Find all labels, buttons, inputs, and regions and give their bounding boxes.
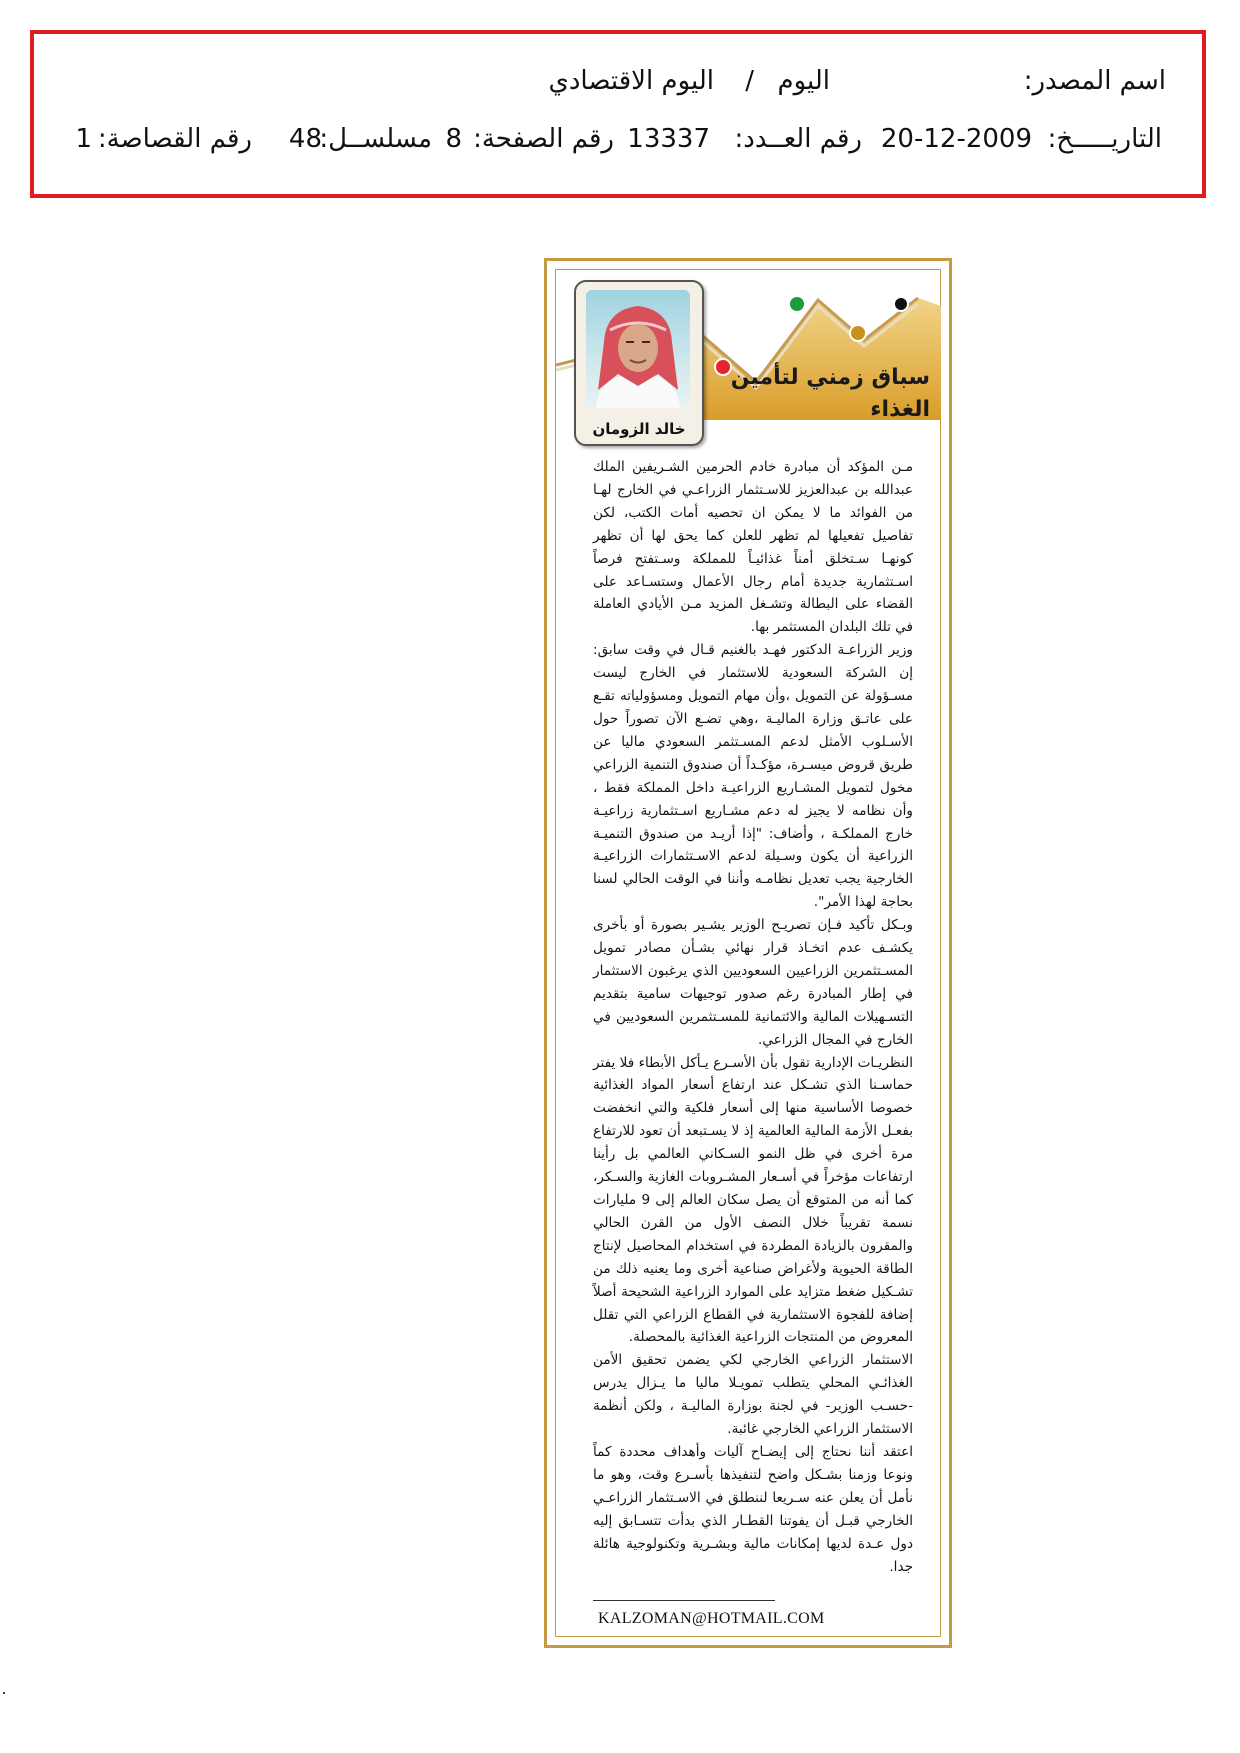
paragraph: وزير الزراعـة الدكتور فهـد بالغنيم قـال في وقت سابق: إن الشركة السعودية للاستثمار في الخارج ليست مسـؤولة عن التمويل ،وأن مهام التمويل ومسؤولياته تقـع على عاتـق وزارة الماليـة ،وهي تضـع الآن تصوراً حول الأسـلوب الأمثل لدعم المسـتثمر السعودي ماليا عن طريق قروض ميسـرة، مؤكـداً أن صندوق التنمية الزراعي مخول لتمويل المشـاريع الزراعيـة داخل المملكة فقط ، وأن نظامه لا يجيز له دعم مشـاريع اسـتثمارية زراعيـة خارج المملكـة ، وأضاف: "إذا أريـد من صندوق التنميـة الزراعية أن يكون وسـيلة لدعم الاسـتثمارات الزراعيـة الخارجية يجب تعديل نظامـه وأننا في الوقت الحالي لسنا بحاجة لهذا الأمر".	[593, 642, 913, 911]
serial-value: 48	[288, 124, 322, 154]
source-separator: /	[745, 66, 754, 96]
clip-label: رقم القصاصة:	[97, 124, 252, 154]
paragraph: الاستثمار الزراعي الخارجي لكي يضمن تحقيق الأمن الغذائـي المحلي يتطلب تمويـلا ماليا ما يـزال يدرس -حسـب الوزير- في لجنة بوزارة الماليـة ، ولكن أنظمة الاستثمار الزراعي الخارجي غائبة.	[593, 1352, 913, 1438]
issue-value: 13337	[627, 124, 710, 154]
clip-value: 1	[75, 124, 92, 154]
date-label: التاريـــــخ:	[1047, 124, 1162, 154]
article-inner-frame	[555, 269, 941, 1637]
gold-dot-icon	[850, 325, 866, 341]
author-email: KALZOMAN@HOTMAIL.COM	[598, 1610, 825, 1627]
article-clipping	[544, 258, 952, 1648]
author-photo	[586, 290, 690, 408]
column-banner	[556, 270, 944, 440]
date-value: 20-12-2009	[880, 124, 1032, 154]
paragraph: النظريـات الإدارية تقول بأن الأسـرع يـأكل الأبطاء فلا يفتر حماسـنا الذي تشـكل عند ارتفاع أسعار المواد الغذائية خصوصا الأساسية منها إلى أسعار فلكية والتي انخفضت بفعـل الأزمة المالية العالمية إذ لا يسـتبعد أن تعود للارتفاع مرة أخرى في ظل النمو السـكاني العالمي بل رأينا ارتفاعات مؤخراً في أسـعار المشـروبات الغازية والسـكر، كما أنه من المتوقع أن يصل سكان العالم إلى 9 مليارات نسمة تقريباً خلال النصف الأول من القرن الحالي والمقرون بالزيادة المطردة في استخدام المحاصيل لإنتاج الطاقة الحيوية ولأغراض صناعية أخرى وما يعنيه ذلك من تشـكيل ضغط متزايد على الموارد الزراعية الشحيحة أصلاً إضافة للفجوة الاستثمارية في القطاع الزراعي التي تقلل المعروض من المنتجات الزراعية الغذائية بالمحصلة.	[593, 1054, 913, 1346]
author-name: خالد الزومان	[592, 420, 686, 438]
issue-label: رقم العــدد:	[734, 124, 862, 154]
signature-divider	[593, 1600, 775, 1601]
page-label: رقم الصفحة:	[473, 124, 614, 154]
serial-label: مسلســل:	[319, 124, 432, 154]
page-value: 8	[445, 124, 462, 154]
red-dot-icon	[715, 359, 731, 375]
author-photo-frame	[574, 280, 704, 446]
source-label: اسم المصدر:	[1023, 66, 1166, 96]
author-portrait-icon	[586, 290, 690, 408]
scan-speck	[3, 1692, 5, 1694]
paragraph: مـن المؤكد أن مبادرة خادم الحرمين الشـريفين الملك عبدالله بن عبدالعزيز للاسـتثمار الزراعـي في الخارج لهـا من الفوائد ما لا يمكن ان تحصيه أمات الكتب، لكن تفاصيل تفعيلها لم تظهر للعلن كما يحق لها أن تظهر كونهـا سـتخلق أمناً غذائيـاً للمملكة وسـتفتح فرصاً اسـتثمارية جديدة أمام رجال الأعمال وستسـاعد على القضاء على البطالة وتشـغل المزيد مـن الأيادي العاملة في تلك البلدان المستثمر بها.	[593, 459, 913, 636]
article-title: سباق زمني لتأمين الغذاء	[730, 365, 930, 422]
green-dot-icon	[789, 296, 805, 312]
article-body	[593, 456, 913, 1578]
source-section: اليوم الاقتصادي	[548, 66, 714, 96]
black-dot-icon	[894, 297, 908, 311]
paragraph: اعتقد أننا نحتاج إلى إيضـاح آليات وأهداف محددة كماً ونوعا وزمنا بشـكل واضح لتنفيذها بأسـرع وقت، وهو ما نأمل أن يعلن عنه سـريعا لننطلق في الاسـتثمار الزراعـي الخارجي قبـل أن يفوتنا القطـار الذي بدأت تتسـابق إليه دول عـدة لديها إمكانات مالية وبشـرية وتكنولوجية هائلة جدا.	[593, 1443, 913, 1575]
paragraph: وبـكل تأكيد فـإن تصريـح الوزير يشـير بصورة أو بأخرى يكشـف عدم اتخـاذ قرار نهائي بشـأن مصادر تمويل المسـتثمرين الزراعيين السعوديين الذي يرغبون الاستثمار في إطار المبادرة رغم صدور توجيهات سامية بتقديم التسـهيلات المالية والائتمانية للمسـتثمرين السعوديين في الخارج في المجال الزراعي.	[593, 917, 913, 1048]
clipping-metadata-box	[30, 30, 1206, 198]
source-value: اليوم	[777, 66, 830, 96]
